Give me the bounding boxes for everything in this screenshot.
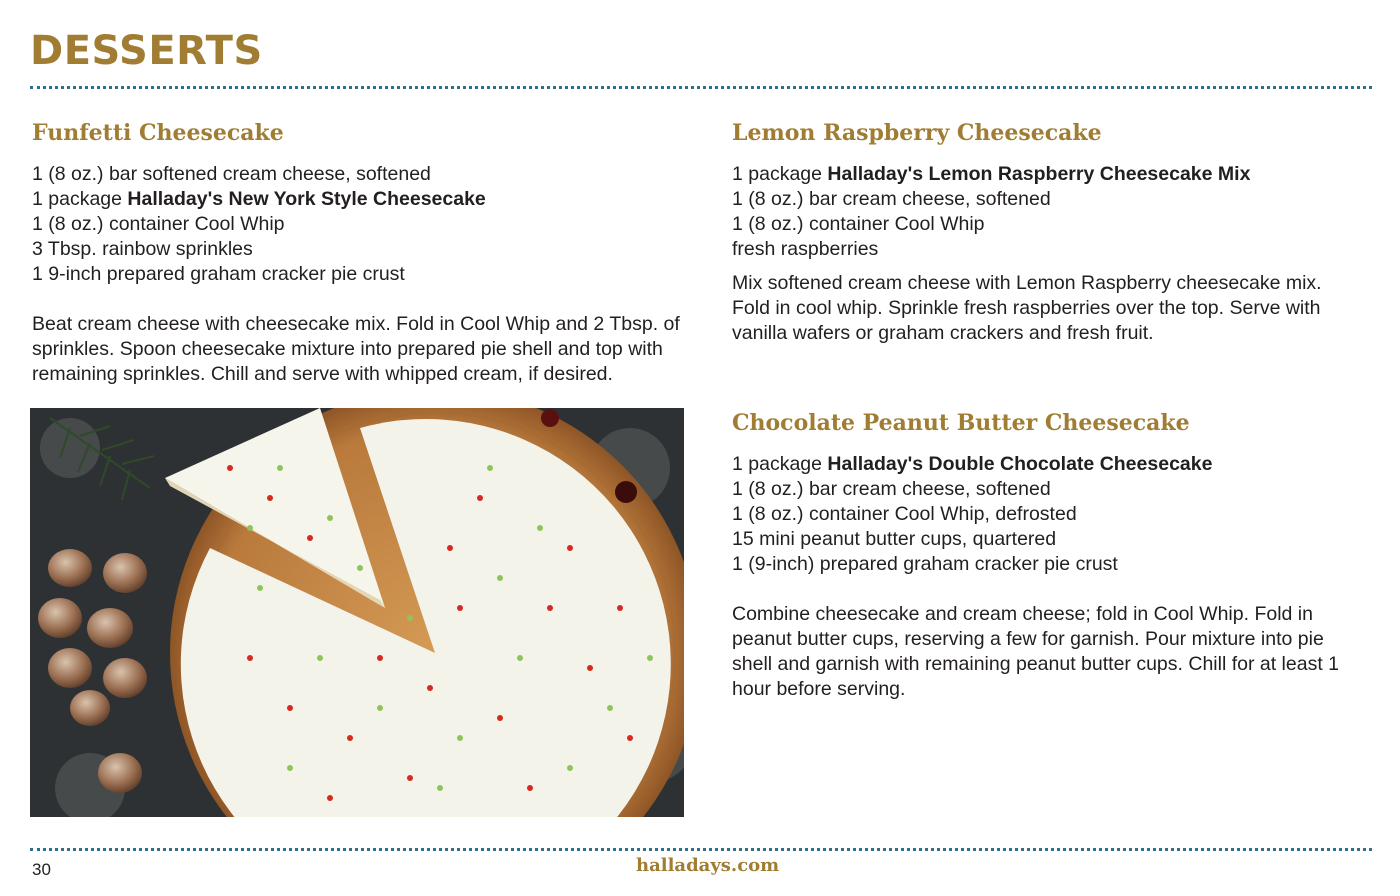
page-title: DESSERTS — [30, 28, 263, 74]
recipe-directions: Beat cream cheese with cheesecake mix. Fold in Cool Whip and 2 Tbsp. of sprinkles. Spoon cheesecake mixture into prepared pie shell and top with remaining sprinkles. Chill and serve with whipped cream, if desired. — [32, 313, 680, 385]
ingredient-item: 1 (8 oz.) bar cream cheese, softened — [732, 478, 1051, 500]
ingredient-item: 1 package Halladay's Double Chocolate Cheesecake — [732, 453, 1213, 475]
recipe-title: Lemon Raspberry Cheesecake — [732, 120, 1102, 146]
ingredient-item: 1 (9-inch) prepared graham cracker pie crust — [732, 553, 1118, 575]
footer-divider — [30, 848, 1372, 851]
ingredient-item: 1 (8 oz.) bar softened cream cheese, softened — [32, 163, 431, 185]
recipe-title: Funfetti Cheesecake — [32, 120, 284, 146]
ingredient-item: 3 Tbsp. rainbow sprinkles — [32, 238, 253, 260]
header-divider — [30, 86, 1372, 89]
recipe-title: Chocolate Peanut Butter Cheesecake — [732, 410, 1190, 436]
recipe-funfetti-cheesecake — [32, 120, 712, 387]
ingredient-item: 1 (8 oz.) bar cream cheese, softened — [732, 188, 1051, 210]
ingredient-item: 1 package Halladay's New York Style Cheesecake — [32, 188, 486, 210]
ingredient-item: 15 mini peanut butter cups, quartered — [732, 528, 1057, 550]
ingredient-list — [32, 162, 712, 287]
ingredient-item: 1 package Halladay's Lemon Raspberry Cheesecake Mix — [732, 163, 1251, 185]
recipe-directions: Mix softened cream cheese with Lemon Raspberry cheesecake mix. Fold in cool whip. Sprinkle fresh raspberries over the top. Serve with vanilla wafers or graham crackers and fresh fruit. — [732, 272, 1322, 344]
ingredient-list — [732, 452, 1372, 577]
website-url: halladays.com — [636, 855, 780, 876]
ingredient-item: fresh raspberries — [732, 238, 879, 260]
cheesecake-photo — [30, 408, 684, 817]
ingredient-list — [732, 162, 1372, 262]
recipe-chocolate-peanut-butter-cheesecake — [732, 410, 1372, 702]
ingredient-item: 1 (8 oz.) container Cool Whip — [32, 213, 285, 235]
ingredient-item: 1 (8 oz.) container Cool Whip, defrosted — [732, 503, 1077, 525]
recipe-directions: Combine cheesecake and cream cheese; fold in Cool Whip. Fold in peanut butter cups, reserving a few for garnish. Pour mixture into pie shell and garnish with remaining peanut butter cups. Chill for at least 1 hour before serving. — [732, 603, 1340, 700]
page-number: 30 — [32, 860, 51, 879]
ingredient-item: 1 (8 oz.) container Cool Whip — [732, 213, 985, 235]
recipe-lemon-raspberry-cheesecake — [732, 120, 1372, 346]
ingredient-item: 1 9-inch prepared graham cracker pie crust — [32, 263, 405, 285]
